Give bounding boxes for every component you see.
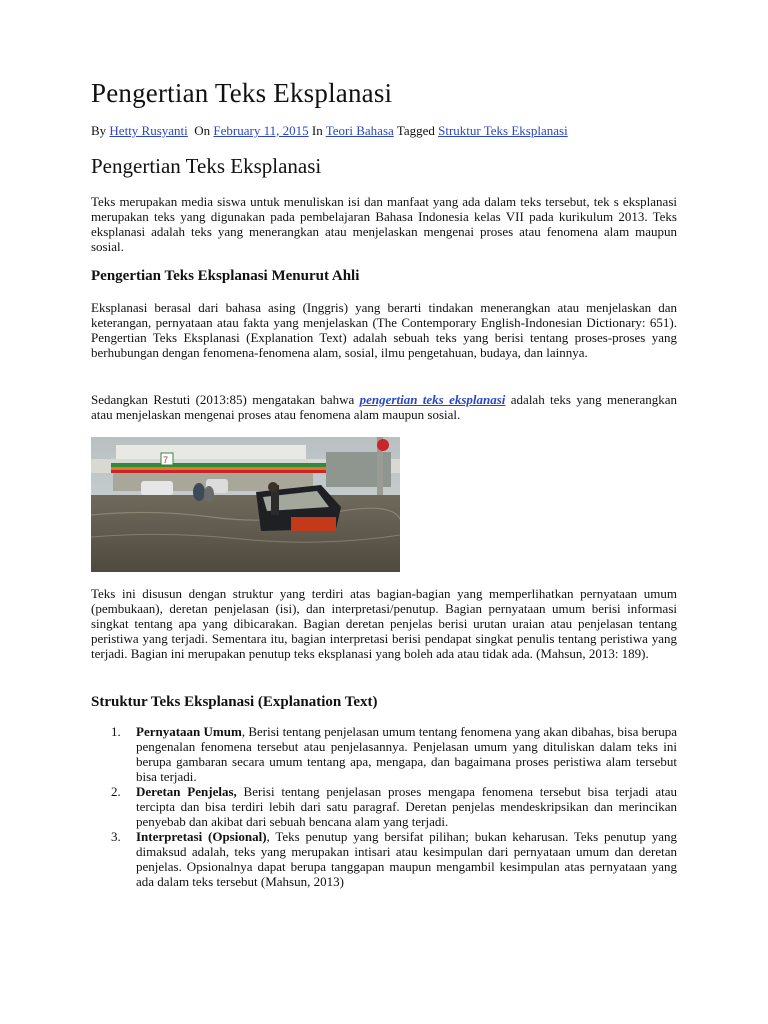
post-meta <box>91 123 568 139</box>
list-number: 3. <box>111 829 121 844</box>
list-text: , Teks penutup yang bersifat pilihan; bukan keharusan. Teks penutup yang dimaksud adalah, teks yang merupakan intisari atau kesimpulan dari pernyataan umum dan deretan penjelas. Opsionalnya dapat berupa tanggapan maupun mengambil kesimpulan atas pernyataan yang ada dalam teks tersebut (Mahsun, 2013) <box>136 829 677 889</box>
list-item <box>91 829 677 889</box>
restuti-paragraph <box>91 392 677 422</box>
list-number: 1. <box>111 724 121 739</box>
flood-street-image <box>91 437 400 572</box>
in-label: In <box>311 123 323 138</box>
restuti-text-end: adalah teks yang menerangkan atau menjelaskan mengenai proses atau fenomena alam maupun sosial. <box>91 392 677 422</box>
pengertian-link[interactable]: pengertian teks eksplanasi <box>359 392 506 407</box>
page-title: Pengertian Teks Eksplanasi <box>91 78 393 108</box>
restuti-text-start: Sedangkan Restuti (2013:85) mengatakan bahwa <box>91 392 360 407</box>
list-term: Interpretasi (Opsional) <box>136 829 267 844</box>
structure-paragraph: Teks ini disusun dengan struktur yang terdiri atas bagian-bagian yang memperlihatkan pernyataan umum (pembukaan), deretan penjelasan (isi), dan interpretasi/penutup. Bagian pernyataan umum berisi informasi singkat tentang apa yang dibicarakan. Bagian deretan penjelas berisi urutan uraian atau penjelasan tentang peristiwa yang terjadi. Sementara itu, bagian interpretasi berisi pendapat singkat penulis tentang peristiwa yang terjadi. Bagian ini merupakan penutup teks eksplanasi yang boleh ada atau tidak ada. (Mahsun, 2013: 189). <box>91 586 677 661</box>
list-text: , Berisi tentang penjelasan umum tentang fenomena yang akan dibahas, bisa berupa pengenalan fenomena tersebut atau penjelasannya. Penjelasan umum yang dituliskan dalam teks ini berupa gambaran secara umum tentang apa, mengapa, dan bagaimana proses peristiwa alam tersebut bisa terjadi. <box>136 724 678 784</box>
list-term: Deretan Penjelas, <box>136 784 237 799</box>
date-link[interactable]: February 11, 2015 <box>213 123 309 138</box>
category-link[interactable]: Teori Bahasa <box>325 123 394 138</box>
flood-photo <box>91 437 400 572</box>
author-link[interactable]: Hetty Rusyanti <box>109 123 188 138</box>
store-sign-text: 7 <box>163 455 169 465</box>
struktur-heading: Struktur Teks Eksplanasi (Explanation Text) <box>91 694 378 710</box>
intro-paragraph: Teks merupakan media siswa untuk menuliskan isi dan manfaat yang ada dalam teks tersebut, tek s eksplanasi merupakan teks yang digunakan pada pembelajaran Bahasa Indonesia kelas VII pada kurikulum 2013. Teks eksplanasi adalah teks yang menerangkan atau menjelaskan mengenai proses atau fenomena alam maupun sosial. <box>91 194 677 254</box>
ahli-heading: Pengertian Teks Eksplanasi Menurut Ahli <box>91 268 360 284</box>
list-item <box>91 784 677 829</box>
list-term: Pernyataan Umum <box>136 724 242 739</box>
tagged-label: Tagged <box>396 123 435 138</box>
tag-link[interactable]: Struktur Teks Eksplanasi <box>438 123 568 138</box>
on-label: On <box>194 123 211 138</box>
structure-list <box>91 724 677 889</box>
list-text: Berisi tentang penjelasan proses mengapa fenomena tersebut bisa terjadi atau tercipta dan bisa terdiri lebih dari satu paragraf. Deretan penjelas mendeskripsikan dan merincikan penyebab dan akibat dari sebuah bencana alam yang terjadi. <box>136 784 677 829</box>
ahli-paragraph: Eksplanasi berasal dari bahasa asing (Inggris) yang berarti tindakan menerangkan atau menjelaskan dan keterangan, pernyataan atau fakta yang menjelaskan (The Contemporary English-Indonesian Dictionary: 651). Pengertian Teks Eksplanasi (Explanation Text) adalah sebuah teks yang berisi tentang proses-proses yang berhubungan dengan fenomena-fenomena alam, sosial, ilmu pengetahuan, budaya, dan lainnya. <box>91 300 677 360</box>
by-label: By <box>91 123 107 138</box>
list-number: 2. <box>111 784 121 799</box>
list-item <box>91 724 677 784</box>
section-heading: Pengertian Teks Eksplanasi <box>91 154 322 178</box>
